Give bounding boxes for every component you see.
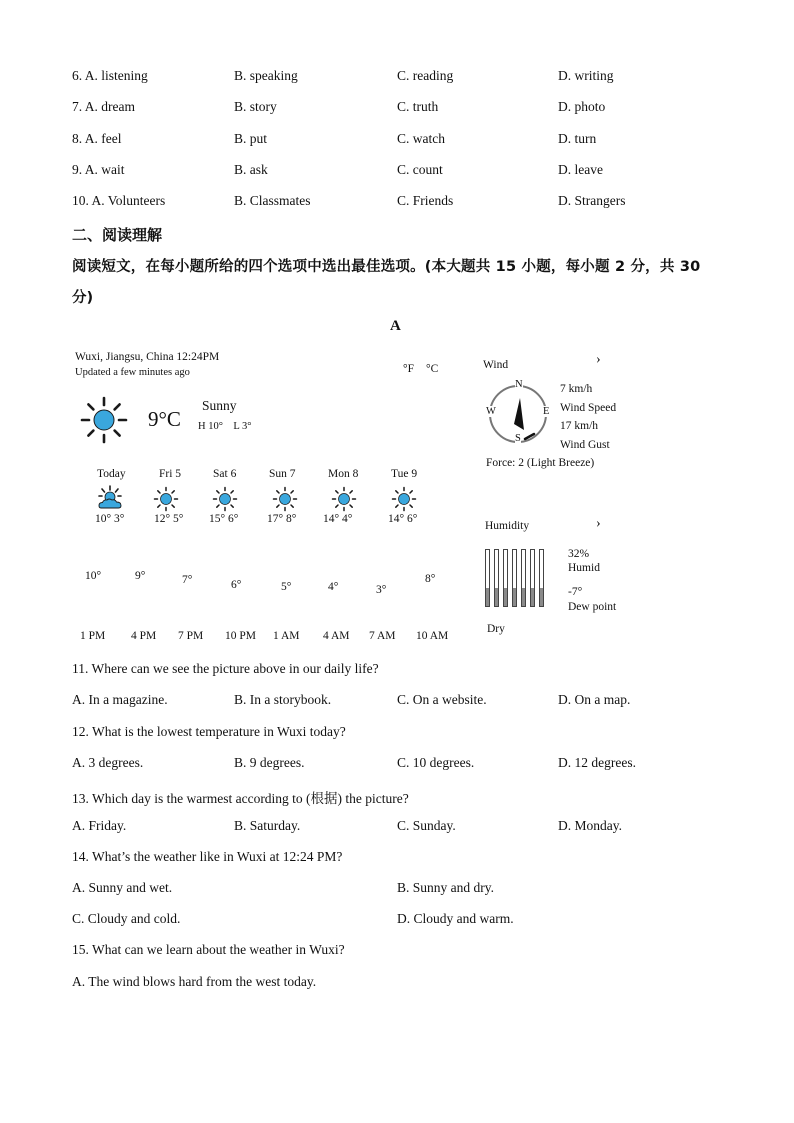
section-title: 二、阅读理解 <box>72 226 163 244</box>
option-a: A. Friday. <box>72 818 127 833</box>
forecast-day: Today <box>97 468 126 480</box>
options-13 <box>0 818 794 836</box>
humidity-bar <box>539 549 544 607</box>
option-b: B. Saturday. <box>234 818 301 833</box>
question-15: 15. What can we learn about the weather in Wuxi? <box>72 942 345 957</box>
option-c: C. watch <box>397 131 445 146</box>
humidity-bar <box>530 549 535 607</box>
humidity-bar <box>485 549 490 607</box>
passage-label: A <box>390 318 401 334</box>
cloze-row-8 <box>0 131 794 149</box>
wind-title: Wind <box>483 359 509 371</box>
dew-point-value: -7° <box>568 586 583 598</box>
dew-point-label: Dew point <box>568 601 617 613</box>
option-a: 7. A. dream <box>72 99 135 114</box>
options-15 <box>0 974 794 992</box>
compass-icon <box>487 383 549 445</box>
humidity-bar-fill <box>540 588 543 606</box>
options-14 <box>0 880 794 898</box>
updated-text: Updated a few minutes ago <box>75 367 190 378</box>
option-a: 8. A. feel <box>72 131 122 146</box>
instructions-line-2: 分) <box>72 290 94 306</box>
cloze-row-9 <box>0 162 794 180</box>
option-d: D. Cloudy and warm. <box>397 911 514 926</box>
option-d: D. turn <box>558 131 597 146</box>
hourly-time: 10 PM <box>225 630 256 642</box>
humidity-title: Humidity <box>485 520 530 532</box>
hourly-time: 1 AM <box>273 630 300 642</box>
option-b: B. Classmates <box>234 193 311 208</box>
cloze-row-10 <box>0 193 794 211</box>
compass-south: S <box>515 433 521 444</box>
forecast-day: Mon 8 <box>328 468 359 480</box>
humidity-bar-fill <box>504 588 507 606</box>
option-d: D. Monday. <box>558 818 622 833</box>
hourly-temp: 9° <box>135 570 146 582</box>
humidity-bar <box>503 549 508 607</box>
question-12: 12. What is the lowest temperature in Wuxi today? <box>72 724 346 739</box>
instructions-line-1: 阅读短文，在每小题所给的四个选项中选出最佳选项。(本大题共 15 小题，每小题 2 分，共 30 <box>72 259 701 275</box>
forecast-temps: 17° 8° <box>267 513 297 525</box>
hourly-temp: 4° <box>328 581 339 593</box>
compass-west: W <box>486 406 496 417</box>
hourly-temp: 5° <box>281 581 292 593</box>
compass-east: E <box>543 406 550 417</box>
cloze-row-7 <box>0 99 794 117</box>
option-c: C. reading <box>397 68 454 83</box>
forecast-temps: 14° 4° <box>323 513 353 525</box>
hourly-temp: 6° <box>231 579 242 591</box>
hourly-temp: 8° <box>425 573 436 585</box>
cloze-row-6 <box>0 68 794 86</box>
compass-north: N <box>515 379 523 390</box>
wind-gust-value: 17 km/h <box>560 420 599 432</box>
option-d: D. writing <box>558 68 614 83</box>
option-b: B. ask <box>234 162 268 177</box>
option-d: D. 12 degrees. <box>558 755 636 770</box>
hourly-temp: 10° <box>85 570 102 582</box>
chevron-right-icon[interactable]: › <box>596 516 601 531</box>
humidity-bar <box>521 549 526 607</box>
option-c: C. 10 degrees. <box>397 755 475 770</box>
humidity-bar-fill <box>495 588 498 606</box>
chevron-right-icon[interactable]: › <box>596 352 601 367</box>
wind-gust-label: Wind Gust <box>560 439 610 451</box>
option-c: C. truth <box>397 99 439 114</box>
sun-icon <box>272 486 298 512</box>
wind-force: Force: 2 (Light Breeze) <box>486 457 595 469</box>
hourly-time: 7 AM <box>369 630 396 642</box>
sun-icon <box>80 396 128 444</box>
sun-icon <box>153 486 179 512</box>
sun-icon <box>391 486 417 512</box>
forecast-temps: 14° 6° <box>388 513 418 525</box>
option-a: A. Sunny and wet. <box>72 880 173 895</box>
option-c: C. On a website. <box>397 692 487 707</box>
humidity-bar <box>512 549 517 607</box>
option-a: A. 3 degrees. <box>72 755 144 770</box>
sun-icon <box>331 486 357 512</box>
forecast-temps: 15° 6° <box>209 513 239 525</box>
forecast-temps: 12° 5° <box>154 513 184 525</box>
options-11 <box>0 692 794 710</box>
hourly-time: 7 PM <box>178 630 204 642</box>
option-c: C. Cloudy and cold. <box>72 911 181 926</box>
option-a: 6. A. listening <box>72 68 148 83</box>
hourly-time: 10 AM <box>416 630 449 642</box>
humidity-bar-fill <box>513 588 516 606</box>
option-a: 9. A. wait <box>72 162 125 177</box>
forecast-temps: 10° 3° <box>95 513 125 525</box>
question-13: 13. Which day is the warmest according to (根据) the picture? <box>72 791 409 806</box>
humidity-label: Humid <box>568 562 600 574</box>
wind-speed-value: 7 km/h <box>560 383 593 395</box>
question-14: 14. What’s the weather like in Wuxi at 12:24 PM? <box>72 849 343 864</box>
hourly-time: 4 PM <box>131 630 157 642</box>
forecast-day: Tue 9 <box>391 468 418 480</box>
option-d: D. photo <box>558 99 606 114</box>
option-c: C. Sunday. <box>397 818 456 833</box>
high-low-text: H 10° L 3° <box>198 421 252 432</box>
unit-fahrenheit-toggle[interactable]: °F <box>403 363 414 375</box>
options-14-row-2 <box>0 911 794 929</box>
hourly-temp: 7° <box>182 574 193 586</box>
humidity-bar-fill <box>522 588 525 606</box>
option-d: D. Strangers <box>558 193 626 208</box>
option-b: B. In a storybook. <box>234 692 332 707</box>
humidity-bars <box>485 549 550 607</box>
option-c: C. count <box>397 162 443 177</box>
humidity-bar <box>494 549 499 607</box>
option-a: A. The wind blows hard from the west today. <box>72 974 317 989</box>
current-temperature: 9°C <box>148 407 181 431</box>
unit-celsius-toggle[interactable]: °C <box>426 363 439 375</box>
humidity-bar-fill <box>486 588 489 606</box>
humidity-bar-fill <box>531 588 534 606</box>
option-b: B. put <box>234 131 268 146</box>
option-a: A. In a magazine. <box>72 692 168 707</box>
option-c: C. Friends <box>397 193 454 208</box>
forecast-day: Fri 5 <box>159 468 182 480</box>
sun-icon <box>212 486 238 512</box>
forecast-day: Sun 7 <box>269 468 296 480</box>
wind-speed-label: Wind Speed <box>560 402 617 414</box>
option-b: B. Sunny and dry. <box>397 880 494 895</box>
partly-cloudy-icon <box>96 485 124 511</box>
options-12 <box>0 755 794 773</box>
hourly-temp: 3° <box>376 584 387 596</box>
dry-label: Dry <box>487 623 505 635</box>
question-11: 11. Where can we see the picture above in our daily life? <box>72 661 379 676</box>
condition-text: Sunny <box>202 398 237 413</box>
location-text: Wuxi, Jiangsu, China 12:24PM <box>75 351 220 363</box>
option-b: B. 9 degrees. <box>234 755 305 770</box>
hourly-time: 1 PM <box>80 630 106 642</box>
option-a: 10. A. Volunteers <box>72 193 166 208</box>
option-b: B. speaking <box>234 68 298 83</box>
forecast-day: Sat 6 <box>213 468 237 480</box>
hourly-time: 4 AM <box>323 630 350 642</box>
option-d: D. leave <box>558 162 603 177</box>
option-d: D. On a map. <box>558 692 631 707</box>
humidity-percent: 32% <box>568 548 590 560</box>
option-b: B. story <box>234 99 277 114</box>
